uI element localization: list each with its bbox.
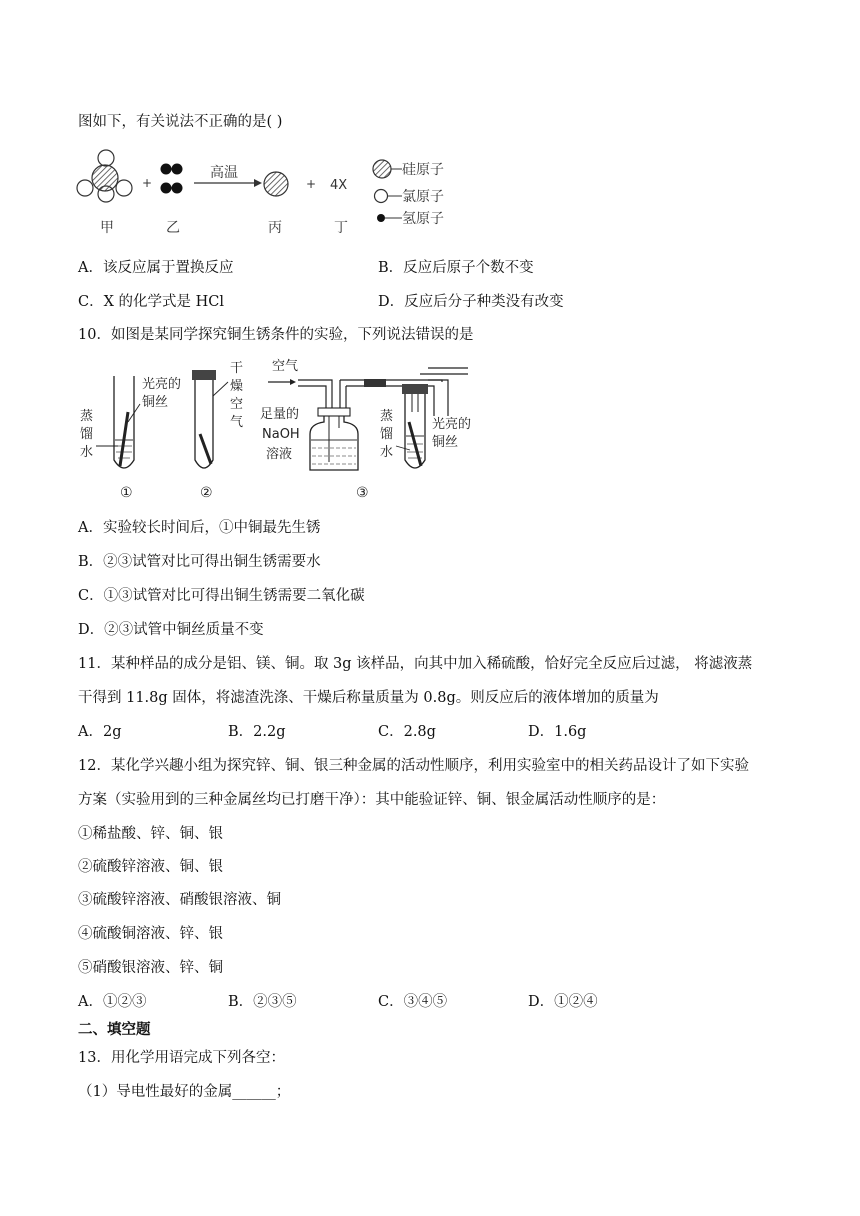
q12-option-d[interactable]: D．①②④ [528,994,598,1010]
svg-text:硅原子: 硅原子 [402,162,444,178]
q9-option-a[interactable]: A．该反应属于置换反应 [78,260,234,276]
q9-option-b[interactable]: B．反应后原子个数不变 [378,260,534,276]
gas-washing-bottle [310,408,358,470]
svg-text:氯原子: 氯原子 [402,189,444,205]
svg-text:铜丝: 铜丝 [142,395,169,410]
q12-item-4: ④硫酸铜溶液、锌、银 [78,926,223,942]
q9-option-d[interactable]: D．反应后分子种类没有改变 [378,294,564,310]
svg-text:+: + [306,177,317,191]
svg-text:溶液: 溶液 [266,447,293,462]
q10-option-a[interactable]: A．实验较长时间后，①中铜最先生锈 [78,520,321,536]
product-coefficient: 4X [330,178,348,193]
q11-line-2: 干得到 11.8g 固体，将滤渣洗涤、干燥后称量质量为 0.8g。则反应后的液体增加的质量为 [78,690,659,706]
q12-item-2: ②硫酸锌溶液、铜、银 [78,859,223,875]
q11-option-c[interactable]: C．2.8g [378,724,436,740]
svg-text:氢原子: 氢原子 [402,211,444,227]
q11-option-a[interactable]: A．2g [78,724,122,740]
label-jia: 甲 [100,220,114,236]
atom-legend [373,160,444,227]
q12-line-1: 12．某化学兴趣小组为探究锌、铜、银三种金属的活动性顺序，利用实验室中的相关药品设计了如下实验 [78,758,749,774]
svg-text:+: + [142,176,153,190]
q12-option-c[interactable]: C．③④⑤ [378,994,448,1010]
svg-text:NaOH: NaOH [262,427,300,442]
q10-stem: 10．如图是某同学探究铜生锈条件的实验，下列说法错误的是 [78,327,474,343]
svg-text:馏: 馏 [80,427,94,442]
q11-option-d[interactable]: D．1.6g [528,724,587,740]
test-tube-3 [402,384,428,468]
q12-option-a[interactable]: A．①②③ [78,994,147,1010]
svg-text:水: 水 [80,445,94,460]
section-heading: 二、填空题 [78,1021,151,1038]
test-tube-1 [114,376,134,468]
svg-text:②: ② [200,485,213,501]
q12-line-2: 方案（实验用到的三种金属丝均已打磨干净）：其中能验证锌、铜、银金属活动性顺序的是： [78,792,666,808]
test-tube-2 [192,370,216,468]
svg-text:燥: 燥 [230,379,244,394]
svg-text:馏: 馏 [380,427,394,442]
q9-reaction-figure [72,144,472,240]
svg-text:足量的: 足量的 [260,407,300,422]
molecule-jia [77,150,132,202]
q13-sub-1: （1）导电性最好的金属______； [78,1084,291,1100]
q10-option-b[interactable]: B．②③试管对比可得出铜生锈需要水 [78,554,321,570]
svg-text:气: 气 [230,415,244,430]
q12-item-1: ①稀盐酸、锌、铜、银 [78,826,223,842]
q11-line-1: 11．某种样品的成分是铝、镁、铜。取 3g 该样品，向其中加入稀硫酸，恰好完全反应后过滤， 将滤液蒸 [78,656,753,672]
air-inlet-label: 空气 [272,359,299,374]
svg-text:铜丝: 铜丝 [432,435,459,450]
svg-text:③: ③ [356,485,369,501]
molecule-bing [264,172,288,196]
svg-text:空: 空 [230,397,244,412]
q12-option-b[interactable]: B．②③⑤ [228,994,297,1010]
q13-stem: 13．用化学用语完成下列各空： [78,1050,285,1066]
svg-text:①: ① [120,485,133,501]
svg-text:光亮的: 光亮的 [142,377,182,392]
condition-label: 高温 [210,165,238,181]
svg-text:光亮的: 光亮的 [432,417,472,432]
q9-option-c[interactable]: C．X 的化学式是 HCl [78,294,225,310]
svg-text:蒸: 蒸 [80,409,94,424]
q10-option-c[interactable]: C．①③试管对比可得出铜生锈需要二氧化碳 [78,588,365,604]
svg-text:干: 干 [230,361,244,376]
svg-text:水: 水 [380,445,394,460]
q10-rust-experiment-figure [76,352,496,504]
molecule-yi [161,164,183,194]
q10-option-d[interactable]: D．②③试管中铜丝质量不变 [78,622,264,638]
svg-text:蒸: 蒸 [380,409,394,424]
label-bing: 丙 [268,220,282,236]
q11-option-b[interactable]: B．2.2g [228,724,286,740]
label-yi: 乙 [166,220,180,236]
q12-item-5: ⑤硝酸银溶液、锌、铜 [78,960,223,976]
q12-item-3: ③硫酸锌溶液、硝酸银溶液、铜 [78,892,281,908]
label-ding: 丁 [334,220,348,236]
q9-stem: 图如下，有关说法不正确的是( ) [78,114,283,130]
